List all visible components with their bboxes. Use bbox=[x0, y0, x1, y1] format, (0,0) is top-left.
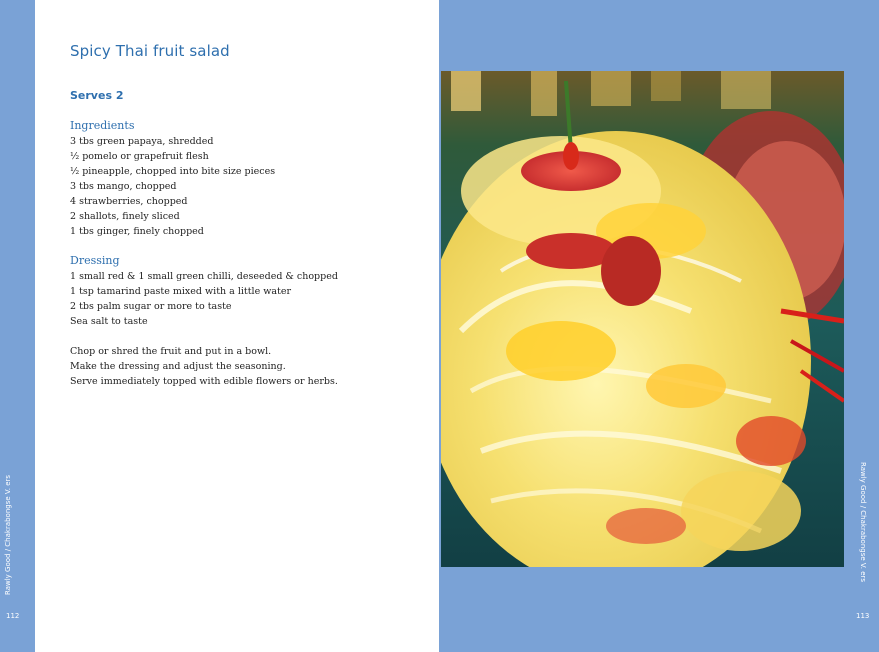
list-item: 3 tbs mango, chopped bbox=[70, 181, 177, 192]
list-item: 2 shallots, finely sliced bbox=[70, 211, 180, 222]
right-page-number: 113 bbox=[856, 612, 870, 620]
list-item: 3 tbs green papaya, shredded bbox=[70, 136, 214, 147]
dressing-list bbox=[70, 269, 338, 329]
list-item: 2 tbs palm sugar or more to taste bbox=[70, 301, 232, 312]
salad-illustration bbox=[441, 71, 844, 567]
list-item: Sea salt to taste bbox=[70, 316, 148, 327]
method-step: Serve immediately topped with edible flowers or herbs. bbox=[70, 376, 338, 387]
method-step: Make the dressing and adjust the seasoning. bbox=[70, 361, 286, 372]
list-item: 4 strawberries, chopped bbox=[70, 196, 188, 207]
list-item: ½ pomelo or grapefruit flesh bbox=[70, 151, 209, 162]
salad-photo bbox=[441, 71, 844, 567]
recipe-title: Spicy Thai fruit salad bbox=[70, 42, 230, 60]
serves-label: Serves 2 bbox=[70, 89, 124, 102]
left-page-number: 112 bbox=[6, 612, 20, 620]
method-step: Chop or shred the fruit and put in a bowl. bbox=[70, 346, 272, 357]
list-item: ½ pineapple, chopped into bite size pieces bbox=[70, 166, 276, 177]
dressing-heading: Dressing bbox=[70, 254, 120, 267]
list-item: 1 small red & 1 small green chilli, deseeded & chopped bbox=[70, 271, 338, 282]
list-item: 1 tbs ginger, finely chopped bbox=[70, 226, 204, 237]
list-item: 1 tsp tamarind paste mixed with a little water bbox=[70, 286, 291, 297]
ingredients-heading: Ingredients bbox=[70, 119, 135, 132]
left-side-running-text: Rawly Good / Chakrabongse V. ers bbox=[4, 474, 12, 595]
method-list bbox=[70, 344, 338, 389]
ingredients-list bbox=[70, 134, 275, 239]
right-side-running-text: Rawly Good / Chakrabongse V. ers bbox=[859, 462, 867, 583]
